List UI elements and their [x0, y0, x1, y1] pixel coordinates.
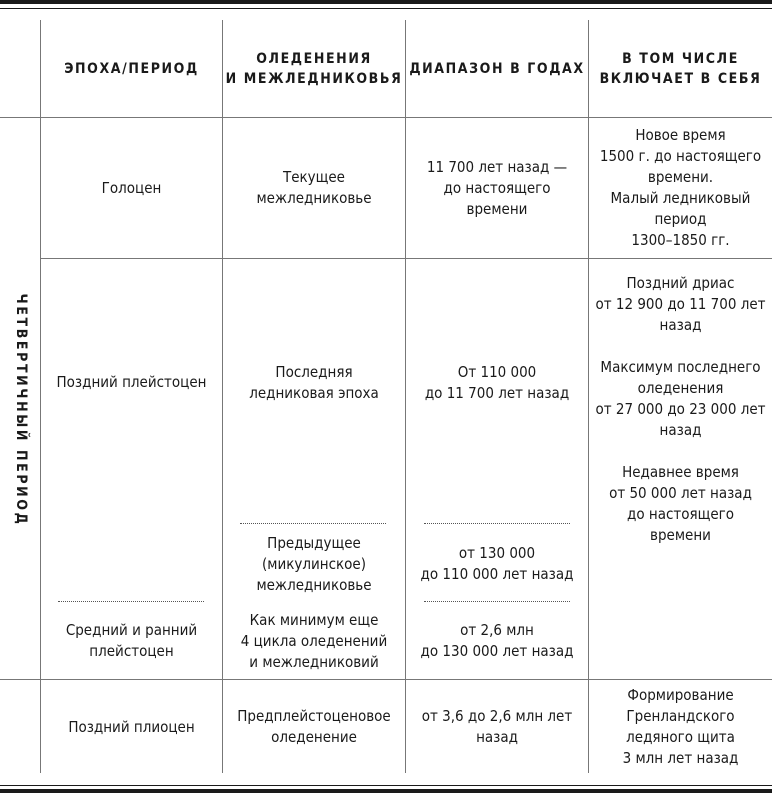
late-pleistocene-includes: Поздний дриас от 12 900 до 11 700 лет назад Максимум последнего оледенения от 27 000 до 23 000 лет назад Недавнее время от 50 000 лет назад до настоящего времени	[595, 274, 766, 544]
middle-early-pleistocene-glaciation: Как минимум еще 4 цикла оледенений и межледниковий	[240, 610, 388, 671]
header-glaciations: ОЛЕДЕНЕНИЯ И МЕЖЛЕДНИКОВЬЯ	[225, 50, 403, 87]
quaternary-period-label: ЧЕТВЕРТИЧНЫЙ ПЕРИОД	[13, 293, 29, 527]
header-includes: В ТОМ ЧИСЛЕ ВКЛЮЧАЕТ В СЕБЯ	[599, 50, 762, 87]
previous-interglacial-glaciation: Предыдущее (микулинское) межледниковье	[256, 533, 372, 594]
header-era: ЭПОХА/ПЕРИОД	[64, 60, 199, 77]
middle-early-pleistocene-era: Средний и ранний плейстоцен	[65, 621, 198, 660]
middle-early-pleistocene-range: от 2,6 млн до 130 000 лет назад	[420, 621, 574, 660]
top-rule-thick	[0, 0, 772, 4]
previous-interglacial-range: от 130 000 до 110 000 лет назад	[420, 544, 574, 583]
late-pliocene-range: от 3,6 до 2,6 млн лет назад	[421, 707, 573, 746]
late-pleistocene-era: Поздний плейстоцен	[56, 373, 207, 391]
dotted-divider-era	[58, 601, 204, 602]
late-pliocene-includes: Формирование Гренландского ледяного щита 3 млн лет назад	[622, 686, 739, 767]
dotted-divider-range-1	[424, 523, 570, 524]
holocene-range: 11 700 лет назад — до настоящего времени	[426, 157, 568, 218]
late-pliocene-glaciation: Предплейстоценовое оледенение	[237, 707, 391, 746]
bottom-rule-thick	[0, 789, 772, 793]
late-pleistocene-range: От 110 000 до 11 700 лет назад	[424, 362, 570, 402]
holocene-glaciation: Текущее межледниковье	[256, 168, 372, 207]
dotted-divider-range-2	[424, 601, 570, 602]
header-range: ДИАПАЗОН В ГОДАХ	[409, 60, 585, 77]
holocene-era: Голоцен	[101, 178, 162, 197]
holocene-includes: Новое время 1500 г. до настоящего времени. Малый ледниковый период 1300–1850 гг.	[599, 126, 762, 249]
late-pliocene-era: Поздний плиоцен	[68, 717, 195, 736]
bottom-rule-thin	[0, 785, 772, 786]
top-rule-thin	[0, 8, 772, 9]
late-pleistocene-glaciation: Последняя ледниковая эпоха	[249, 362, 379, 402]
dotted-divider-glaciation	[240, 523, 386, 524]
